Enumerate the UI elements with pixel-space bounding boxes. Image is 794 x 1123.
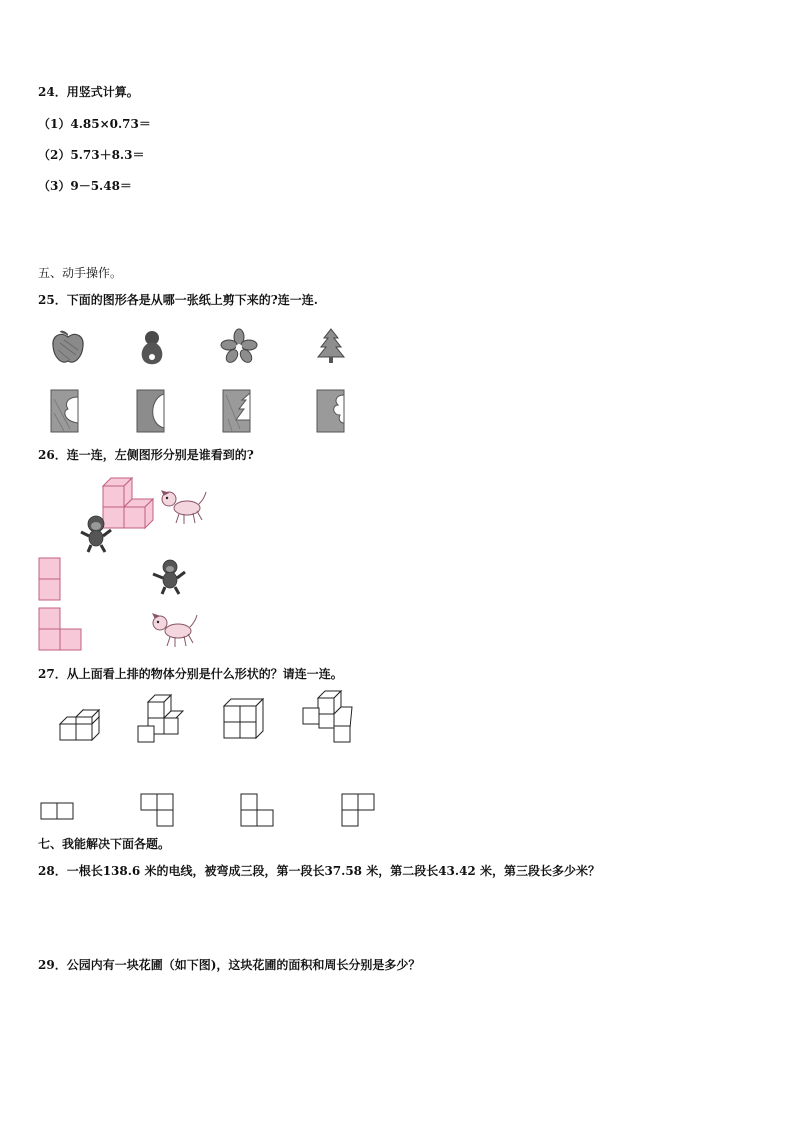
apple-icon (50, 328, 86, 366)
dog-icon (160, 490, 208, 526)
cube-object-4 (300, 690, 356, 746)
cube-object-1 (55, 706, 105, 744)
monkey-icon (78, 514, 116, 554)
section-5-heading: 五、动手操作。 (38, 266, 123, 280)
paper-a (50, 389, 80, 433)
top-view-4 (341, 793, 377, 829)
paper-c (222, 389, 252, 433)
q29-title: 29．公园内有一块花圃（如下图)，这块花圃的面积和周长分别是多少？ (38, 958, 421, 972)
q27-title: 27．从上面看上排的物体分别是什么形状的？请连一连。 (38, 667, 343, 681)
view-l-shape (38, 607, 84, 651)
top-view-2 (140, 793, 176, 829)
q24-item-3: （3）9－5.48＝ (38, 179, 132, 193)
q26-title: 26．连一连，左侧图形分别是谁看到的? (38, 448, 254, 462)
top-view-3 (240, 793, 276, 829)
q24-title: 24．用竖式计算。 (38, 85, 139, 99)
flower-icon (221, 329, 257, 363)
q28-title: 28．一根长138.6 米的电线，被弯成三段，第一段长37.58 米，第二段长43.42 米，第三段长多少米？ (38, 864, 600, 878)
q24-item-2: （2）5.73＋8.3＝ (38, 148, 145, 162)
monkey-icon (150, 558, 188, 596)
section-7-heading: 七、我能解决下面各题。 (38, 837, 171, 851)
q25-title: 25．下面的图形各是从哪一张纸上剪下来的?连一连. (38, 293, 318, 307)
tree-icon (316, 328, 346, 364)
paper-d (316, 389, 346, 433)
paper-b (136, 389, 166, 433)
cube-object-2 (136, 694, 186, 746)
q24-item-1: （1）4.85×0.73＝ (38, 117, 151, 131)
cube-object-3 (221, 696, 271, 744)
view-vertical-two (38, 557, 62, 601)
top-view-1 (40, 802, 76, 822)
dog-icon (150, 613, 200, 649)
gourd-icon (137, 327, 167, 367)
